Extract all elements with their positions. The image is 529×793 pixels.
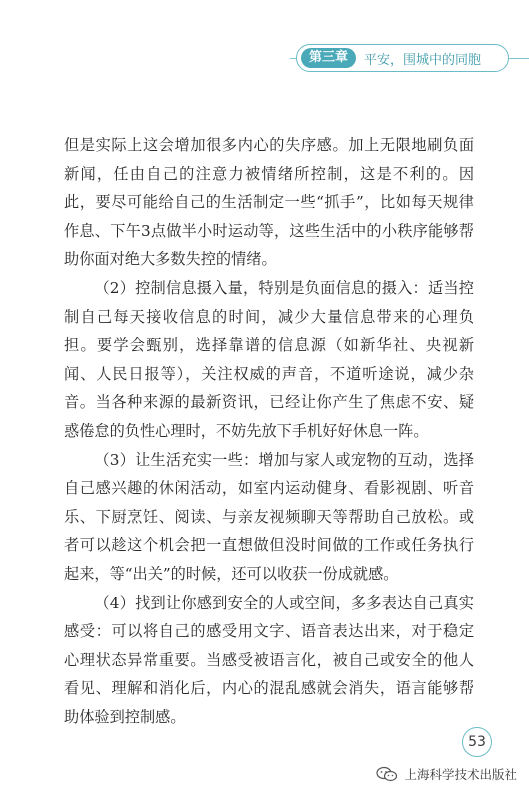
paragraph-item-4: （4）找到让你感到安全的人或空间，多多表达自己真实感受：可以将自己的感受用文字、语音表达出来，对于稳定心理状态异常重要。当感受被语言化，被自己或安全的他人看见、理解和消化后，内心的混乱感就会消失，语言能够帮助体验到控制感。 [64, 593, 474, 726]
publisher-watermark [376, 765, 517, 783]
body-text [64, 131, 474, 731]
chapter-title: 平安，围城中的同胞 [364, 52, 482, 68]
running-header [290, 42, 529, 76]
paragraph-continuation: 但是实际上这会增加很多内心的失序感。加上无限地刷负面新闻，任由自己的注意力被情绪所控制，这是不利的。因此，要尽可能给自己的生活制定一些“抓手”，比如每天规律作息、下午3点做半小时运动等，这些生活中的小秩序能够帮助你面对绝大多数失控的情绪。 [64, 136, 474, 269]
wechat-icon [376, 766, 398, 782]
paragraph-item-2: （2）控制信息摄入量，特别是负面信息的摄入：适当控制自己每天接收信息的时间，减少大量信息带来的心理负担。要学会甄别，选择靠谱的信息源（如新华社、央视新闻、人民日报等），关注权威的声音，不道听途说，减少杂音。当各种来源的最新资讯，已经让你产生了焦虑不安、疑惑倦怠的负性心理时，不妨先放下手机好好休息一阵。 [64, 278, 474, 440]
paragraph-item-3: （3）让生活充实一些：增加与家人或宠物的互动，选择自己感兴趣的休闲活动，如室内运动健身、看影视剧、听音乐、下厨烹饪、阅读、与亲友视频聊天等帮助自己放松。或者可以趁这个机会把一直想做但没时间做的工作或任务执行起来，等“出关”的时候，还可以收获一份成就感。 [64, 450, 474, 583]
chapter-badge [296, 44, 509, 72]
chapter-label: 第三章 [301, 48, 356, 68]
watermark-text: 上海科学技术出版社 [404, 767, 517, 782]
page-number: 53 [462, 727, 492, 757]
